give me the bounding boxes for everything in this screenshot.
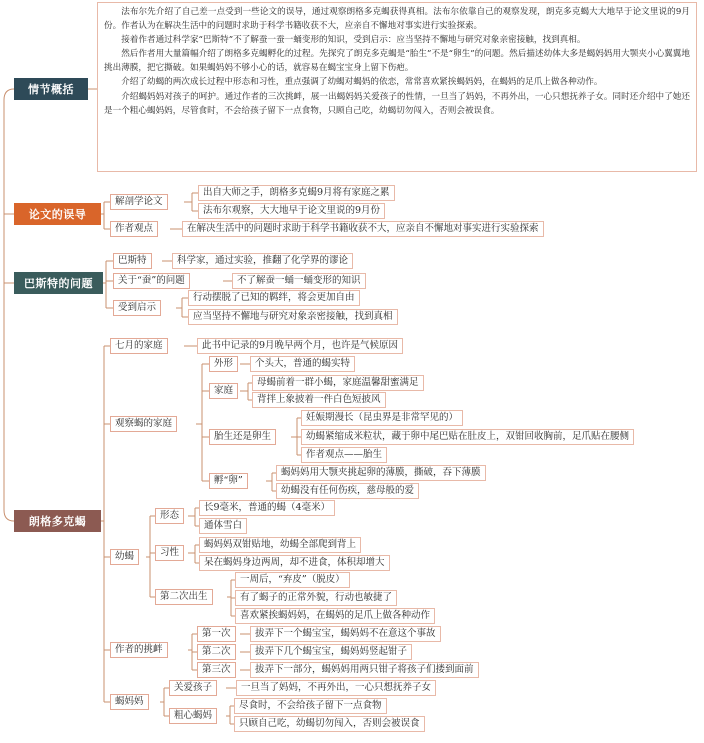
node-hatch-egg[interactable]: 孵“卵” xyxy=(209,473,248,489)
summary-paragraph: 然后作者用大量篇幅介绍了朗格多克蝎孵化的过程。先探究了朗克多克蝎是“胎生”不是“卵生”的问题。然后描述幼体大多是蝎妈妈用大颚夹小心翼翼地挑出薄膜，把它撕破。如果蝎妈妈不够小心的话，就容易在蝎宝宝身上留下伤疤。 xyxy=(104,49,690,74)
node-hatch-desc-1: 蝎妈妈用大颚夹挑起卵的薄膜，撕破，吞下薄膜 xyxy=(276,465,486,481)
node-provocation-first-desc: 拔弄下一个蝎宝宝，蝎妈妈不在意这个事故 xyxy=(250,626,441,642)
node-shape-desc: 个头大，普通的蝎实特 xyxy=(250,356,355,372)
node-second-desc-3: 喜欢紧挨蝎妈妈，在蝎妈的足爪上做各种动作 xyxy=(235,608,435,624)
topic-languedoc-scorpion[interactable]: 朗格多克蝎 xyxy=(14,510,101,532)
node-author-provocation[interactable]: 作者的挑衅 xyxy=(110,642,168,658)
summary-paragraph: 接着作者通过科学家“巴斯特”不了解蚕一蚕一蛹变形的知识，受到启示：应当坚持不懈地与研究对象亲密接触，找到真相。 xyxy=(121,35,586,46)
node-habit-desc-1: 蝎妈妈双钳贴地，幼蝎全部爬到背上 xyxy=(199,537,361,553)
summary-paragraph: 法布尔先介绍了自己差一点受到一些论文的误导，通过观察朗格多克蝎获得真相。法布尔依靠自己的观察发现，朗克多克蝎大大地早于论文里说的9月份。作者认为在解决生活中的问题时求助于科学书籍收获不大，应亲自不懈地对事实进行实验探索。 xyxy=(104,7,690,32)
node-shape[interactable]: 外形 xyxy=(209,356,238,372)
node-author-view[interactable]: 作者观点 xyxy=(110,221,158,237)
node-anatomy-paper-claim: 出自大师之手，朗格多克蝎9月将有家庭之累 xyxy=(198,185,395,201)
node-provocation-second[interactable]: 第二次 xyxy=(197,644,236,660)
node-home-desc-1: 母蝎前着一群小蝎，家庭温馨甜蜜满足 xyxy=(252,375,424,391)
node-second-desc-1: 一周后，“弃皮”（脱皮） xyxy=(235,572,350,588)
summary-paragraph: 介绍蝎妈妈对孩子的呵护。通过作者的三次挑衅，展一出蝎妈妈关爱孩子的性情，一旦当了妈妈，不再外出，一心只想抚养子女。同时还介绍中了她还是一个粗心蝎妈妈，尽管食时，不会给孩子留下一点食物，只顾自己吃，幼蝎切勿闯入，否则会被误食。 xyxy=(104,91,690,116)
node-pasteur-desc: 科学家，通过实验，推翻了化学界的谬论 xyxy=(172,253,353,269)
node-provocation-third-desc: 拔弄下一部分，蝎妈妈用两只钳子将孩子们搂到面前 xyxy=(250,662,479,678)
node-hatch-desc-2: 幼蝎没有任何伤疾，慈母般的爱 xyxy=(276,483,419,499)
node-habit-desc-2: 呆在蝎妈身边两周，却不进食，体积却增大 xyxy=(199,555,390,571)
node-provocation-second-desc: 拔弄下几个蝎宝宝，蝎妈妈竖起钳子 xyxy=(250,644,412,660)
node-silkworm-question[interactable]: 关于“蚕”的问题 xyxy=(113,273,190,289)
node-careless-mother[interactable]: 粗心蝎妈 xyxy=(169,708,217,724)
node-habit[interactable]: 习性 xyxy=(155,545,184,561)
node-provocation-first[interactable]: 第一次 xyxy=(197,626,236,642)
node-anatomy-paper[interactable]: 解剖学论文 xyxy=(110,194,168,210)
summary-text-box xyxy=(97,2,697,172)
node-loving-children[interactable]: 关爱孩子 xyxy=(169,680,217,696)
node-anatomy-paper-observation: 法布尔观察，大大地早于论文里说的9月份 xyxy=(198,203,385,219)
node-careless-desc-1: 尽食时，不会给孩子留下一点食物 xyxy=(234,698,387,714)
topic-summary[interactable]: 情节概括 xyxy=(14,78,88,100)
summary-paragraph: 介绍了幼蝎的两次成长过程中形态和习性，重点强调了幼蝎对蝎妈的依恋，常常喜欢紧挨蝎妈妈，在蝎妈的足爪上做各种动作。 xyxy=(121,77,603,88)
node-inspiration[interactable]: 受到启示 xyxy=(113,300,161,316)
node-july-family[interactable]: 七月的家庭 xyxy=(110,338,168,354)
node-form-desc-1: 长9毫米，普通的蝎（4毫米） xyxy=(199,500,335,516)
node-birth-desc-3: 作者观点——胎生 xyxy=(301,447,387,463)
node-form-desc-2: 通体雪白 xyxy=(199,518,247,534)
topic-pasteur-problem[interactable]: 巴斯特的问题 xyxy=(14,272,103,294)
node-provocation-third[interactable]: 第三次 xyxy=(197,662,236,678)
node-second-desc-2: 有了蝎子的正常外貌，行动也敏捷了 xyxy=(235,590,397,606)
node-july-family-desc: 此书中记录的9月晚早两个月，也许是气候原因 xyxy=(197,338,403,354)
node-loving-children-desc: 一旦当了妈妈，不再外出，一心只想抚养子女 xyxy=(236,680,436,696)
topic-misleading-papers[interactable]: 论文的误导 xyxy=(14,203,101,225)
node-home[interactable]: 家庭 xyxy=(209,383,238,399)
node-young-scorpion[interactable]: 幼蝎 xyxy=(110,549,139,565)
node-careless-desc-2: 只顾自己吃，幼蝎切勿闯入，否则会被误食 xyxy=(234,716,425,732)
node-inspiration-2: 应当坚持不懈地与研究对象亲密接触，找到真相 xyxy=(188,309,398,325)
node-home-desc-2: 背拌上象披着一件白色短披风 xyxy=(252,392,386,408)
node-birth-desc-1: 妊娠期漫长（昆虫界是非常罕见的） xyxy=(301,410,463,426)
node-inspiration-1: 行动摆脱了已知的羁绊，将会更加自由 xyxy=(188,290,360,306)
node-form[interactable]: 形态 xyxy=(155,508,184,524)
node-viviparous-or-oviparous[interactable]: 胎生还是卵生 xyxy=(209,429,276,445)
node-birth-desc-2: 幼蝎紧缩成米粒状，藏于卵中尾巴贴在肚皮上，双钳回收胸前，足爪贴在腰侧 xyxy=(301,429,634,445)
node-mother-scorpion[interactable]: 蝎妈妈 xyxy=(110,694,149,710)
node-second-birth[interactable]: 第二次出生 xyxy=(155,589,213,605)
node-silkworm-question-desc: 不了解蚕一蛹一蛹变形的知识 xyxy=(232,273,366,289)
node-author-view-text: 在解决生活中的问题时求助于科学书籍收获不大，应亲自不懈地对事实进行实验探索 xyxy=(182,221,544,237)
node-pasteur[interactable]: 巴斯特 xyxy=(113,253,152,269)
node-observe-family[interactable]: 观察蝎的家庭 xyxy=(110,416,177,432)
